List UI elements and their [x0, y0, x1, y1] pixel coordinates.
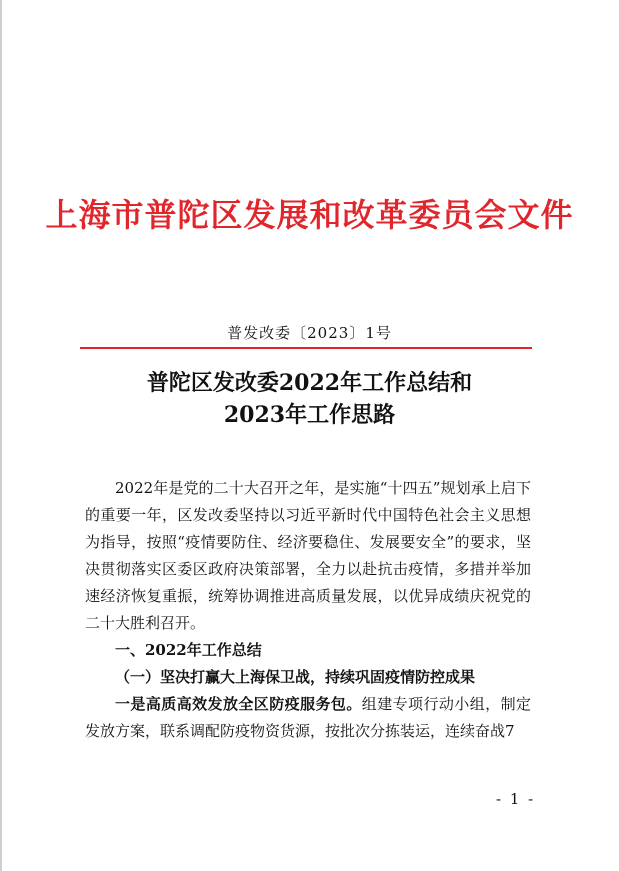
intro-paragraph: 2022年是党的二十大召开之年，是实施“十四五”规划承上启下的重要一年，区发改委坚持以习近平新时代中国特色社会主义思想为指导，按照“疫情要防住、经济要稳住、发展要安全”的要求，坚决贯彻落实区委区政府决策部署，全力以赴抗击疫情，多措并举加速经济恢复重振，统筹协调推进高质量发展，以优异成绩庆祝党的二十大胜利召开。 [85, 479, 531, 632]
document-number: 普发改委〔2023〕1号 [227, 324, 392, 342]
document-title-line-2: 2023年工作思路 [223, 402, 396, 428]
document-body [85, 475, 531, 745]
section-heading: 一、2022年工作总结 [115, 641, 262, 659]
subsection-heading: （一）坚决打赢大上海保卫战，持续巩固疫情防控成果 [115, 668, 476, 686]
red-divider-line [80, 347, 532, 349]
document-title [0, 367, 619, 431]
page-edge [0, 0, 2, 871]
item-paragraph [85, 691, 531, 745]
document-title-line-1: 普陀区发改委2022年工作总结和 [146, 370, 473, 396]
page-number: - 1 - [496, 790, 536, 808]
item-lead: 一是高质高效发放全区防疫服务包。 [115, 695, 362, 713]
letterhead: 上海市普陀区发展和改革委员会文件 [45, 196, 574, 234]
item-text: 组建专项行动小组，制定发放方案，联系调配防疫物资货源，按批次分拣装运，连续奋战7 [85, 695, 531, 740]
